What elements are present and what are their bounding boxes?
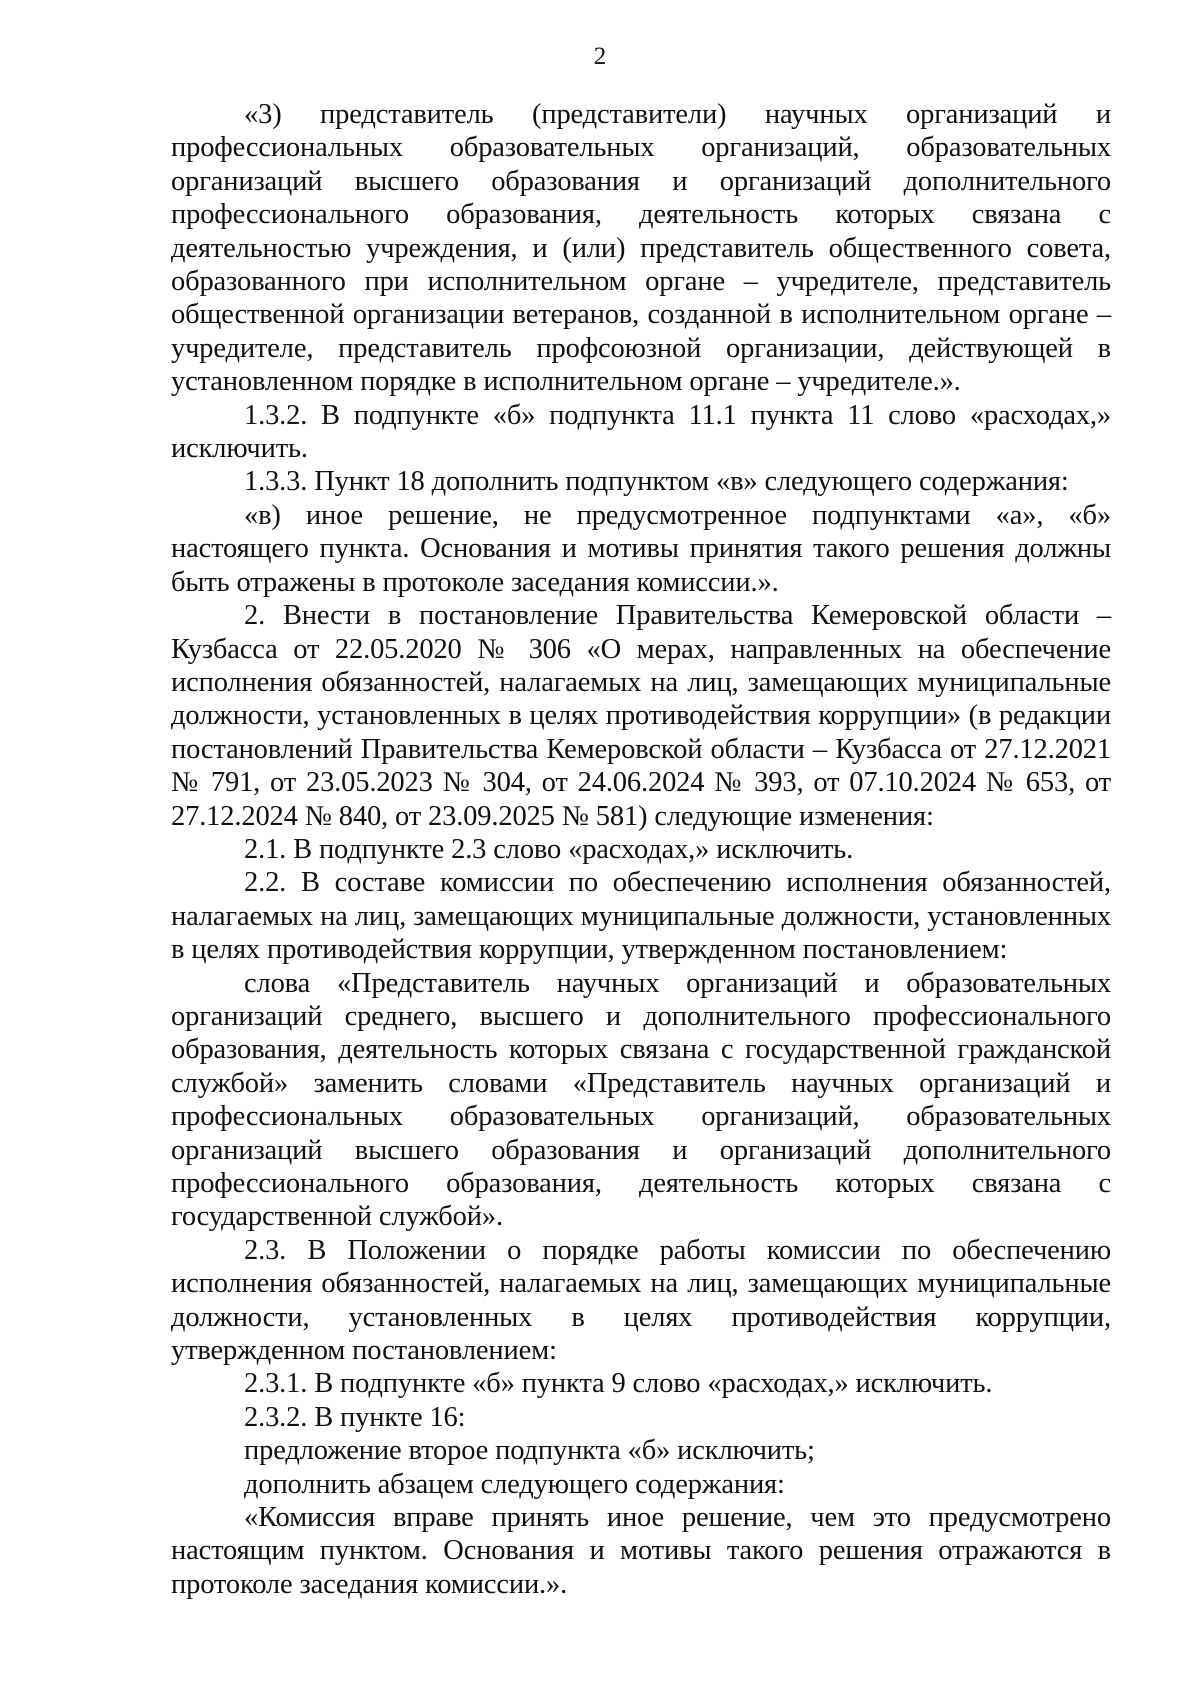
document-body bbox=[171, 98, 1111, 1601]
paragraph-1-3-3: 1.3.3. Пункт 18 дополнить подпунктом «в» следующего содержания: bbox=[244, 466, 1069, 498]
paragraph-commission-right: «Комиссия вправе принять иное решение, чем это предусмотрено настоящим пунктом. Основания и мотивы такого решения отражаются в протоколе заседания комиссии.». bbox=[171, 1502, 1111, 1600]
paragraph-words-replace: слова «Представитель научных организаций и образовательных организаций среднего, высшего и дополнительного профессионального образования, деятельность которых связана с государственной гражданской службой» заменить словами «Представитель научных организаций и профессиональных образовательных организаций, образовательных организаций высшего образования и организаций дополнительного профессионального образования, деятельность которых связана с государственной службой». bbox=[171, 967, 1111, 1233]
paragraph-add-abzac: дополнить абзацем следующего содержания: bbox=[244, 1468, 785, 1500]
paragraph-2-1: 2.1. В подпункте 2.3 слово «расходах,» исключить. bbox=[244, 833, 854, 865]
page-number: 2 bbox=[593, 43, 607, 70]
paragraph-2-2: 2.2. В составе комиссии по обеспечению исполнения обязанностей, налагаемых на лиц, замещающих муниципальные должности, установленных в целях противодействия коррупции, утвержденном постановлением: bbox=[171, 867, 1111, 966]
paragraph-subitem-v: «в) иное решение, не предусмотренное подпунктами «а», «б» настоящего пункта. Основания и мотивы принятия такого решения должны быть отражены в протоколе заседания комиссии.». bbox=[171, 499, 1111, 598]
paragraph-2-3-1: 2.3.1. В подпункте «б» пункта 9 слово «расходах,» исключить. bbox=[244, 1368, 993, 1400]
paragraph-sentence-exclude: предложение второе подпункта «б» исключить; bbox=[244, 1435, 815, 1467]
paragraph-2: 2. Внести в постановление Правительства Кемеровской области – Кузбасса от 22.05.2020 № 306 «О мерах, направленных на обеспечение исполнения обязанностей, налагаемых на лиц, замещающих муниципальные должности, установленных в целях противодействия коррупции» (в редакции постановлений Правительства Кемеровской области – Кузбасса от 27.12.2021 № 791, от 23.05.2023 № 304, от 24.06.2024 № 393, от 07.10.2024 № 653, от 27.12.2024 № 840, от 23.09.2025 № 581) следующие изменения: bbox=[171, 600, 1111, 832]
paragraph-2-3-2: 2.3.2. В пункте 16: bbox=[244, 1401, 466, 1433]
paragraph-2-3: 2.3. В Положении о порядке работы комиссии по обеспечению исполнения обязанностей, налагаемых на лиц, замещающих муниципальные должности, установленных в целях противодействия коррупции, утвержденном постановлением: bbox=[171, 1234, 1111, 1367]
paragraph-representatives: «3) представитель (представители) научных организаций и профессиональных образовательных организаций, образовательных организаций высшего образования и организаций дополнительного профессионального образования, деятельность которых связана с деятельностью учреждения, и (или) представитель общественного совета, образованного при исполнительном органе – учредителе, представитель общественной организации ветеранов, созданной в исполнительном органе – учредителе, представитель профсоюзной организации, действующей в установленном порядке в исполнительном органе – учредителе.». bbox=[171, 99, 1111, 398]
paragraph-1-3-2: 1.3.2. В подпункте «б» подпункта 11.1 пункта 11 слово «расходах,» исключить. bbox=[171, 399, 1111, 465]
